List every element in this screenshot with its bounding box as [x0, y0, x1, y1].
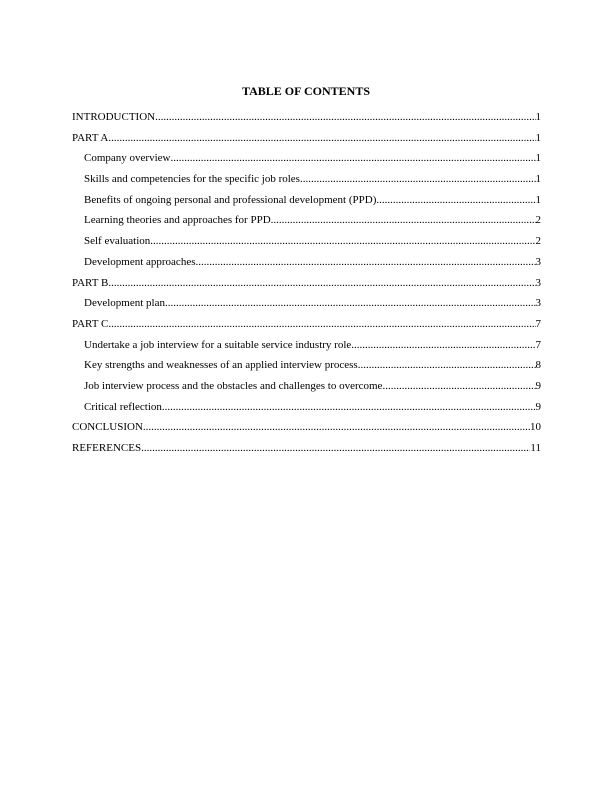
toc-entry-text: Company overview: [84, 152, 171, 165]
toc-page-number: 1: [535, 152, 541, 165]
toc-dot-leader: [141, 441, 530, 455]
toc-dot-leader: [170, 151, 535, 165]
toc-page-number: 8: [535, 359, 541, 372]
toc-entry-text: Self evaluation: [84, 235, 151, 248]
toc-entry-benefits-of-ppd[interactable]: [72, 193, 541, 214]
toc-entry-skills-and-competencies[interactable]: [72, 172, 541, 193]
toc-entry-undertake-job-interview[interactable]: [72, 338, 541, 359]
toc-page-number: 7: [535, 317, 541, 330]
toc-entry-text: REFERENCES: [72, 442, 142, 454]
toc-entry-text: Critical reflection: [84, 400, 162, 413]
toc-dot-leader: [108, 131, 535, 145]
toc-entry-text: Skills and competencies for the specific job roles: [84, 173, 300, 186]
toc-page-number: 1: [535, 173, 541, 186]
toc-entry-self-evaluation[interactable]: [72, 234, 541, 255]
toc-dot-leader: [382, 379, 535, 393]
toc-entry-text: CONCLUSION: [72, 421, 143, 434]
toc-page-number: 3: [535, 255, 541, 268]
toc-dot-leader: [155, 110, 535, 124]
toc-dot-leader: [351, 338, 535, 352]
toc-entry-text: Development approaches: [84, 255, 196, 268]
toc-dot-leader: [150, 234, 535, 248]
toc-entry-job-interview-process[interactable]: [72, 379, 541, 400]
toc-dot-leader: [300, 172, 536, 186]
toc-entry-references[interactable]: [72, 441, 541, 462]
toc-entry-key-strengths-weaknesses[interactable]: [72, 358, 541, 379]
toc-entry-text: INTRODUCTION: [72, 111, 156, 123]
toc-page-number: 1: [535, 111, 541, 123]
toc-dot-leader: [143, 420, 530, 434]
toc-entry-critical-reflection[interactable]: [72, 400, 541, 421]
toc-page-number: 9: [535, 379, 541, 392]
toc-entry-learning-theories[interactable]: [72, 213, 541, 234]
toc-entry-text: PART C: [72, 317, 109, 330]
toc-entry-text: PART A: [72, 131, 109, 144]
toc-entry-text: Development plan: [84, 297, 165, 310]
toc-dot-leader: [108, 276, 535, 290]
toc-entry-development-approaches[interactable]: [72, 255, 541, 276]
toc-entry-text: Benefits of ongoing personal and professional development (PPD): [84, 193, 377, 206]
toc-page-number: 11: [530, 442, 541, 454]
toc-page-number: 2: [535, 235, 541, 248]
toc-page-number: 1: [535, 131, 541, 144]
toc-page-number: 3: [535, 276, 541, 289]
toc-entry-part-c[interactable]: [72, 317, 541, 338]
toc-entry-text: Key strengths and weaknesses of an applied interview process: [84, 359, 358, 372]
toc-entry-part-b[interactable]: [72, 276, 541, 297]
toc-list: [72, 110, 541, 462]
toc-title: TABLE OF CONTENTS: [241, 84, 371, 98]
toc-page-number: 10: [530, 421, 541, 434]
toc-page-number: 1: [535, 193, 541, 206]
toc-entry-introduction[interactable]: [72, 110, 541, 131]
toc-dot-leader: [108, 317, 535, 331]
toc-dot-leader: [195, 255, 535, 269]
toc-dot-leader: [162, 400, 536, 414]
toc-dot-leader: [358, 358, 536, 372]
toc-entry-text: Job interview process and the obstacles and challenges to overcome: [84, 379, 383, 392]
toc-entry-text: Undertake a job interview for a suitable service industry role: [84, 338, 352, 351]
toc-entry-conclusion[interactable]: [72, 420, 541, 441]
toc-page-number: 9: [535, 400, 541, 413]
toc-entry-company-overview[interactable]: [72, 151, 541, 172]
toc-dot-leader: [271, 213, 536, 227]
toc-dot-leader: [376, 193, 535, 207]
toc-entry-text: Learning theories and approaches for PPD: [84, 214, 271, 227]
toc-entry-development-plan[interactable]: [72, 296, 541, 317]
toc-dot-leader: [165, 296, 536, 310]
toc-page-number: 2: [535, 214, 541, 227]
toc-entry-part-a[interactable]: [72, 131, 541, 152]
toc-page-number: 7: [535, 338, 541, 351]
toc-entry-text: PART B: [72, 276, 109, 289]
toc-page-number: 3: [535, 297, 541, 310]
